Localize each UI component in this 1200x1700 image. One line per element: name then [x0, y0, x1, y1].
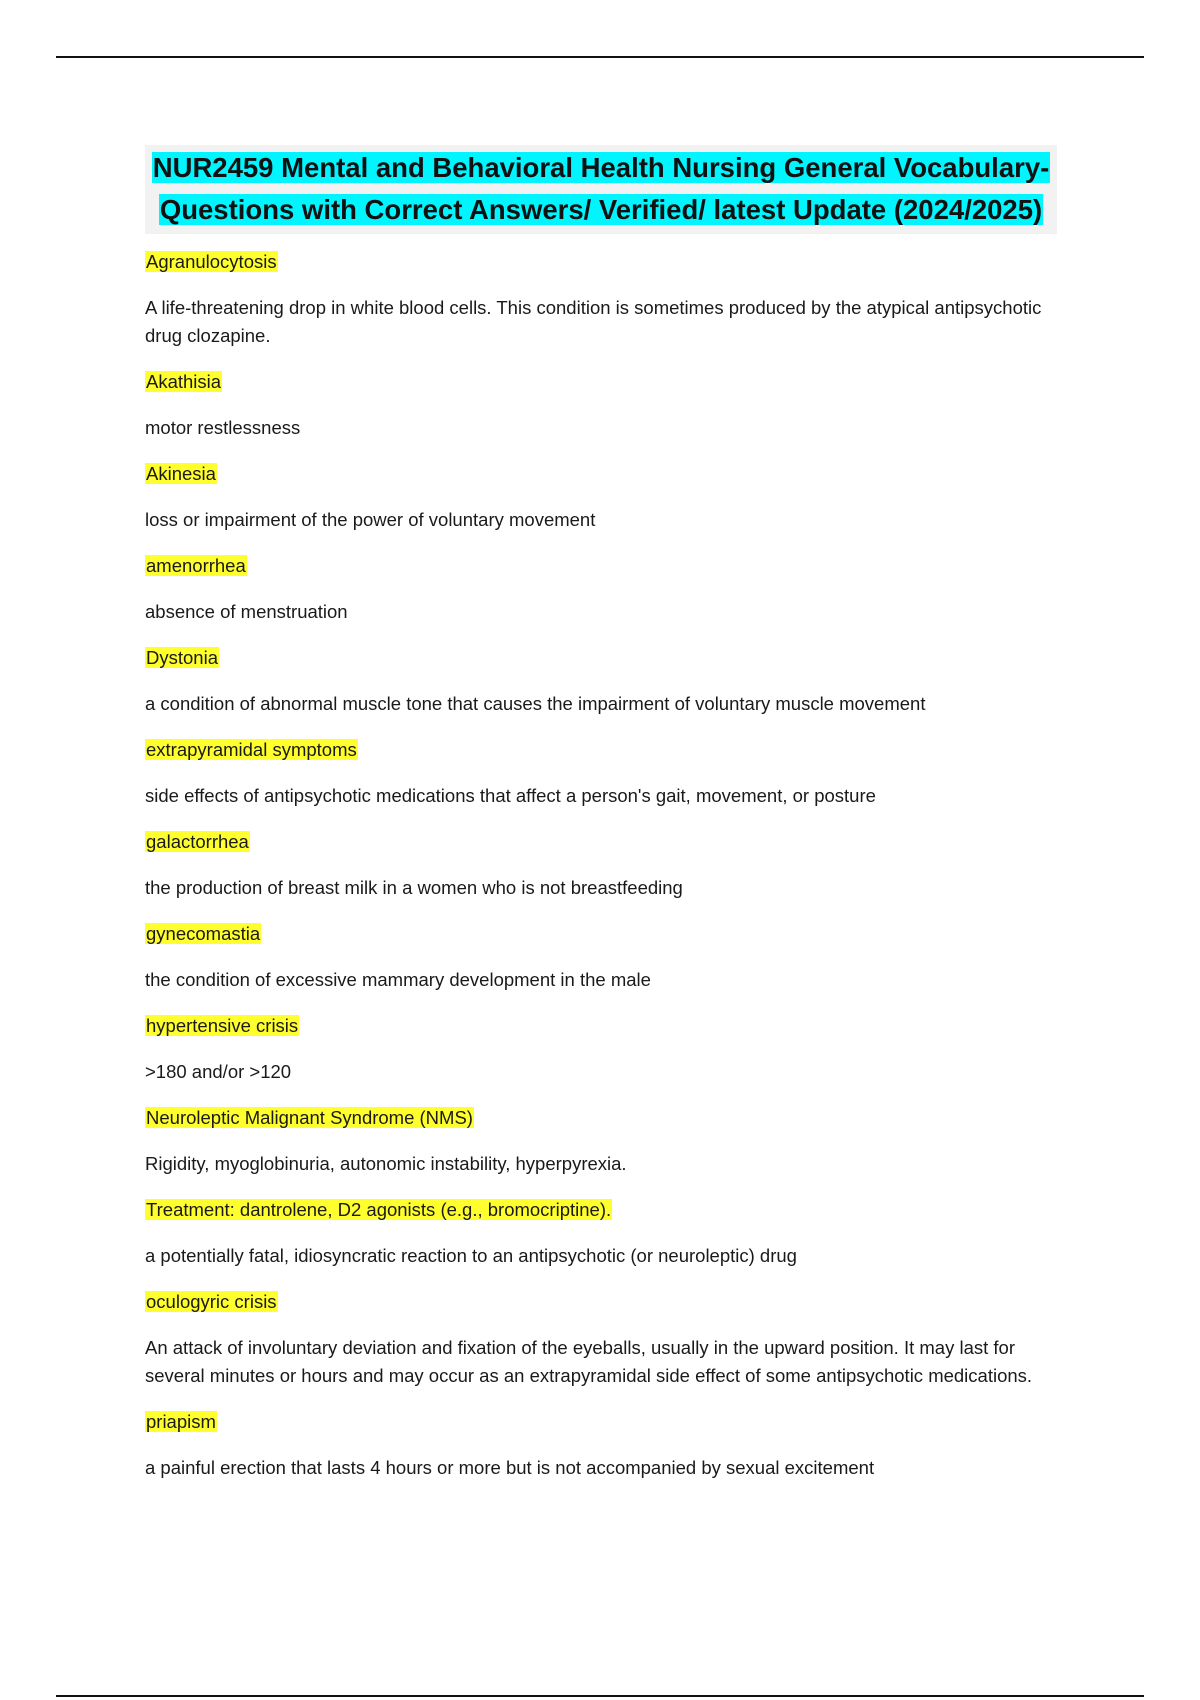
- vocab-term: Neuroleptic Malignant Syndrome (NMS): [146, 1107, 473, 1128]
- vocab-entry: [145, 736, 1057, 810]
- vocab-entry: [145, 1408, 1057, 1482]
- document-title: [145, 147, 1057, 231]
- vocab-term: gynecomastia: [146, 923, 261, 944]
- vocabulary-list: [145, 248, 1057, 1482]
- title-box: [145, 145, 1057, 234]
- vocab-definition: absence of menstruation: [145, 601, 348, 622]
- document-body: [145, 145, 1057, 1500]
- vocab-term: priapism: [146, 1411, 216, 1432]
- vocab-definition: motor restlessness: [145, 417, 301, 438]
- footer-rule: [56, 1695, 1144, 1697]
- vocab-term: galactorrhea: [146, 831, 249, 852]
- vocab-term: Akinesia: [146, 463, 216, 484]
- vocab-entry: [145, 828, 1057, 902]
- vocab-entry: [145, 1196, 1057, 1270]
- vocab-definition: a painful erection that lasts 4 hours or more but is not accompanied by sexual excitement: [145, 1457, 875, 1478]
- vocab-term: hypertensive crisis: [146, 1015, 299, 1036]
- vocab-definition: a potentially fatal, idiosyncratic reaction to an antipsychotic (or neuroleptic) drug: [145, 1245, 797, 1266]
- vocab-entry: [145, 552, 1057, 626]
- vocab-definition: a condition of abnormal muscle tone that causes the impairment of voluntary muscle movement: [145, 693, 926, 714]
- vocab-entry: [145, 460, 1057, 534]
- vocab-definition: An attack of involuntary deviation and fixation of the eyeballs, usually in the upward position. It may last for several minutes or hours and may occur as an extrapyramidal side effect of some antipsychotic medications.: [145, 1337, 1033, 1386]
- vocab-term: oculogyric crisis: [146, 1291, 277, 1312]
- header-rule: [56, 56, 1144, 58]
- vocab-entry: [145, 1288, 1057, 1390]
- vocab-definition: Rigidity, myoglobinuria, autonomic instability, hyperpyrexia.: [145, 1153, 627, 1174]
- vocab-term: Agranulocytosis: [146, 251, 277, 272]
- vocab-definition: >180 and/or >120: [145, 1061, 292, 1082]
- vocab-term: extrapyramidal symptoms: [146, 739, 357, 760]
- vocab-term: Akathisia: [146, 371, 222, 392]
- vocab-definition: A life-threatening drop in white blood cells. This condition is sometimes produced by the atypical antipsychotic drug clozapine.: [145, 297, 1042, 346]
- vocab-term: Treatment: dantrolene, D2 agonists (e.g., bromocriptine).: [146, 1199, 612, 1220]
- vocab-definition: the condition of excessive mammary development in the male: [145, 969, 651, 990]
- vocab-entry: [145, 920, 1057, 994]
- vocab-definition: side effects of antipsychotic medications that affect a person's gait, movement, or posture: [145, 785, 876, 806]
- vocab-entry: [145, 1104, 1057, 1178]
- vocab-term: amenorrhea: [146, 555, 246, 576]
- vocab-definition: loss or impairment of the power of voluntary movement: [145, 509, 596, 530]
- vocab-entry: [145, 248, 1057, 350]
- document-title-text: NUR2459 Mental and Behavioral Health Nursing General Vocabulary-Questions with Correct Answers/ Verified/ latest Update (2024/2025): [152, 152, 1050, 225]
- vocab-entry: [145, 644, 1057, 718]
- vocab-definition: the production of breast milk in a women who is not breastfeeding: [145, 877, 683, 898]
- vocab-entry: [145, 368, 1057, 442]
- vocab-entry: [145, 1012, 1057, 1086]
- vocab-term: Dystonia: [146, 647, 218, 668]
